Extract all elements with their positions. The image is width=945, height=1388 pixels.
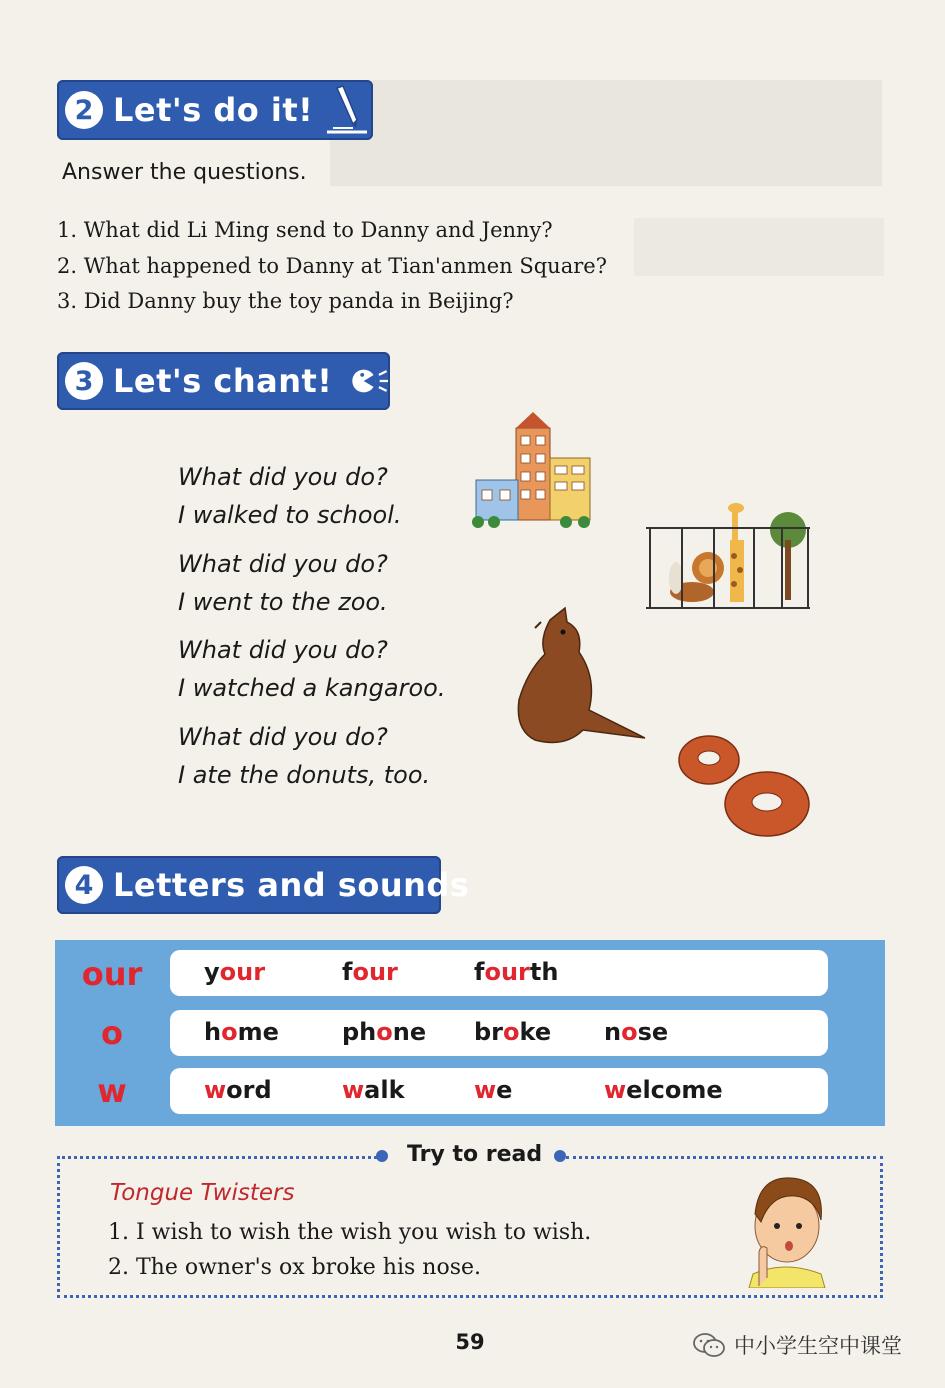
- section-3-banner: [57, 352, 390, 410]
- chant-answer: I walked to school.: [178, 501, 402, 529]
- word: walk: [342, 1076, 405, 1104]
- word: your: [204, 958, 266, 986]
- pencil-icon: [323, 84, 371, 136]
- section-number: 3: [65, 362, 103, 400]
- section-title: Let's chant!: [113, 362, 333, 400]
- word-row: [170, 1068, 828, 1114]
- question-list: [57, 213, 607, 320]
- chant-verse: [178, 718, 430, 794]
- word: welcome: [604, 1076, 723, 1104]
- word: broke: [474, 1018, 552, 1046]
- try-to-read-heading: Try to read: [407, 1142, 543, 1167]
- word: home: [204, 1018, 279, 1046]
- show-through-subtitle: [634, 218, 884, 276]
- section-title: Let's do it!: [113, 91, 314, 129]
- wechat-icon: [692, 1331, 726, 1359]
- word: phone: [342, 1018, 427, 1046]
- sound-key: w: [97, 1072, 127, 1110]
- word: word: [204, 1076, 272, 1104]
- chant-question: What did you do?: [178, 550, 388, 578]
- tongue-twister-list: [108, 1215, 591, 1285]
- section-4-banner: [57, 856, 470, 914]
- chant-verse: [178, 545, 388, 621]
- page-number: 59: [455, 1330, 485, 1354]
- zoo-illustration: [642, 500, 814, 615]
- section-2-banner: [57, 80, 373, 140]
- sound-key: our: [81, 955, 143, 993]
- watermark-text: 中小学生空中课堂: [734, 1334, 902, 1358]
- instruction-text: Answer the questions.: [62, 160, 307, 185]
- question-item: 1. What did Li Ming send to Danny and Jenny?: [57, 218, 553, 242]
- word: nose: [604, 1018, 669, 1046]
- question-item: 2. What happened to Danny at Tian'anmen Square?: [57, 253, 607, 278]
- word: we: [474, 1076, 513, 1104]
- tongue-twister-item: 2. The owner's ox broke his nose.: [108, 1255, 481, 1280]
- word: fourth: [474, 958, 559, 986]
- chant-verse: [178, 631, 445, 707]
- chant-mouth-icon: [350, 361, 390, 401]
- tongue-twisters-title: Tongue Twisters: [110, 1180, 295, 1206]
- thinking-boy-illustration: [735, 1168, 835, 1288]
- chant-question: What did you do?: [178, 636, 388, 664]
- watermark: [692, 1330, 902, 1360]
- show-through-title: [330, 80, 882, 186]
- chant-question: What did you do?: [178, 463, 388, 491]
- section-number: 2: [65, 91, 103, 129]
- chant-verse: [178, 458, 402, 534]
- school-illustration: [466, 410, 596, 530]
- section-number: 4: [65, 866, 103, 904]
- word-row: [170, 950, 828, 996]
- donut-illustration: [675, 730, 820, 840]
- kangaroo-illustration: [505, 600, 650, 750]
- word-row: [170, 1010, 828, 1056]
- chant-answer: I watched a kangaroo.: [178, 674, 446, 702]
- chant-question: What did you do?: [178, 723, 388, 751]
- section-title: Letters and sounds: [113, 866, 470, 904]
- sound-key: o: [101, 1014, 123, 1052]
- chant-answer: I ate the donuts, too.: [178, 761, 431, 789]
- tongue-twister-item: 1. I wish to wish the wish you wish to wish.: [108, 1220, 592, 1245]
- question-item: 3. Did Danny buy the toy panda in Beijing?: [57, 289, 514, 313]
- word: four: [342, 958, 398, 986]
- chant-answer: I went to the zoo.: [178, 588, 388, 616]
